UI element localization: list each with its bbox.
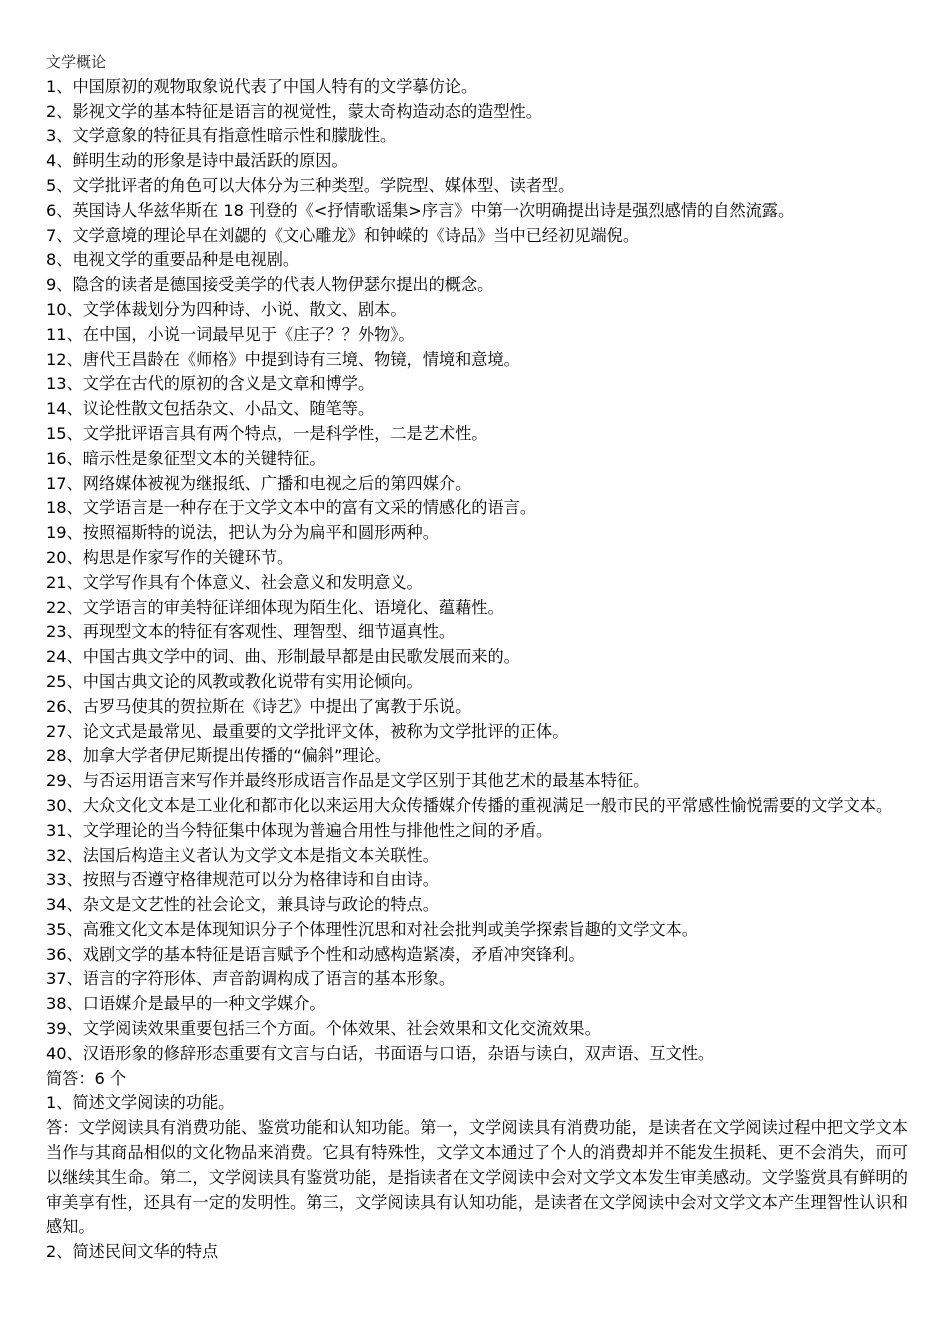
- list-item: 1、中国原初的观物取象说代表了中国人特有的文学摹仿论。: [46, 76, 478, 96]
- list-item: 20、构思是作家写作的关键环节。: [46, 547, 294, 567]
- list-item: 7、文学意境的理论早在刘勰的《文心雕龙》和钟嵘的《诗品》当中已经初见端倪。: [46, 225, 640, 245]
- list-item: 34、杂文是文艺性的社会论文，兼具诗与政论的特点。: [46, 895, 439, 915]
- list-item: 21、文学写作具有个体意义、社会意义和发明意义。: [46, 572, 423, 592]
- answer-1: 答：文学阅读具有消费功能、鉴赏功能和认知功能。第一，文学阅读具有消费功能，是读者在文学阅读过程中把文学文本当作与其商品相似的文化物品来消费。它具有特殊性，文学文本通过了个人的消费却并不能发生损耗、更不会消失，而可以继续其生命。第二，文学阅读具有鉴赏功能，是指读者在文学阅读中会对文学文本发生审美感动。文学鉴赏具有鲜明的审美享有性，还具有一定的发明性。第三，文学阅读具有认知功能，是读者在文学阅读中会对文学文本产生理智性认识和感知。: [46, 1118, 908, 1237]
- list-item: 26、古罗马使其的贺拉斯在《诗艺》中提出了寓教于乐说。: [46, 696, 472, 716]
- list-item: 3、文学意象的特征具有指意性暗示性和朦胧性。: [46, 126, 397, 146]
- list-item: 24、中国古典文学中的词、曲、形制最早都是由民歌发展而来的。: [46, 647, 520, 667]
- list-item: 27、论文式是最常见、最重要的文学批评文体，被称为文学批评的正体。: [46, 721, 569, 741]
- list-item: 9、隐含的读者是德国接受美学的代表人物伊瑟尔提出的概念。: [46, 275, 494, 295]
- list-item: 12、唐代王昌龄在《师格》中提到诗有三境、物镜，情境和意境。: [46, 349, 520, 369]
- list-item: 11、在中国，小说一词最早见于《庄子？？外物》。: [46, 324, 415, 344]
- question-2: 2、简述民间文华的特点: [46, 1242, 219, 1262]
- list-item: 2、影视文学的基本特征是语言的视觉性，蒙太奇构造动态的造型性。: [46, 101, 542, 121]
- item-list: [46, 75, 908, 1067]
- list-item: 4、鲜明生动的形象是诗中最活跃的原因。: [46, 151, 348, 171]
- list-item: 15、文学批评语言具有两个特点，一是科学性，二是艺术性。: [46, 423, 488, 443]
- list-item: 28、加拿大学者伊尼斯提出传播的“偏斜”理论。: [46, 746, 391, 766]
- list-item: 38、口语媒介是最早的一种文学媒介。: [46, 994, 326, 1014]
- list-item: 14、议论性散文包括杂文、小品文、随笔等。: [46, 399, 375, 419]
- list-item: 31、文学理论的当今特征集中体现为普遍合用性与排他性之间的矛盾。: [46, 820, 553, 840]
- list-item: 23、再现型文本的特征有客观性、理智型、细节逼真性。: [46, 622, 456, 642]
- list-item: 6、英国诗人华兹华斯在 18 刊登的《<抒情歌谣集>序言》中第一次明确提出诗是强烈感情的自然流露。: [46, 200, 795, 220]
- list-item: 5、文学批评者的角色可以大体分为三种类型。学院型、媒体型、读者型。: [46, 175, 575, 195]
- list-item: 30、大众文化文本是工业化和都市化以来运用大众传播媒介传播的重视满足一般市民的平常感性愉悦需要的文学文本。: [46, 795, 893, 815]
- list-item: 10、文学体裁划分为四种诗、小说、散文、剧本。: [46, 299, 407, 319]
- list-item: 19、按照福斯特的说法，把认为分为扁平和圆形两种。: [46, 523, 439, 543]
- list-item: 37、语言的字符形体、声音韵调构成了语言的基本形象。: [46, 969, 456, 989]
- short-answer-heading: 简答：6 个: [46, 1068, 127, 1088]
- list-item: 32、法国后构造主义者认为文学文本是指文本关联性。: [46, 845, 439, 865]
- list-item: 25、中国古典文论的风教或教化说带有实用论倾向。: [46, 671, 423, 691]
- list-item: 17、网络媒体被视为继报纸、广播和电视之后的第四媒介。: [46, 473, 472, 493]
- list-item: 40、汉语形象的修辞形态重要有文言与白话，书面语与口语，杂语与读白，双声语、互文性。: [46, 1043, 715, 1063]
- list-item: 29、与否运用语言来写作并最终形成语言作品是文学区别于其他艺术的最基本特征。: [46, 771, 650, 791]
- list-item: 22、文学语言的审美特征详细体现为陌生化、语境化、蕴藉性。: [46, 597, 504, 617]
- short-answer-section: [46, 1067, 908, 1265]
- document-title: 文学概论: [46, 53, 107, 71]
- list-item: 8、电视文学的重要品种是电视剧。: [46, 250, 300, 270]
- list-item: 33、按照与否遵守格律规范可以分为格律诗和自由诗。: [46, 870, 439, 890]
- list-item: 36、戏剧文学的基本特征是语言赋予个性和动感构造紧凑，矛盾冲突锋利。: [46, 944, 585, 964]
- document-page: [46, 50, 908, 1265]
- question-1: 1、简述文学阅读的功能。: [46, 1093, 235, 1113]
- list-item: 13、文学在古代的原初的含义是文章和博学。: [46, 374, 375, 394]
- list-item: 39、文学阅读效果重要包括三个方面。个体效果、社会效果和文化交流效果。: [46, 1019, 601, 1039]
- list-item: 35、高雅文化文本是体现知识分子个体理性沉思和对社会批判或美学探索旨趣的文学文本。: [46, 919, 698, 939]
- list-item: 18、文学语言是一种存在于文学文本中的富有文采的情感化的语言。: [46, 498, 537, 518]
- list-item: 16、暗示性是象征型文本的关键特征。: [46, 448, 326, 468]
